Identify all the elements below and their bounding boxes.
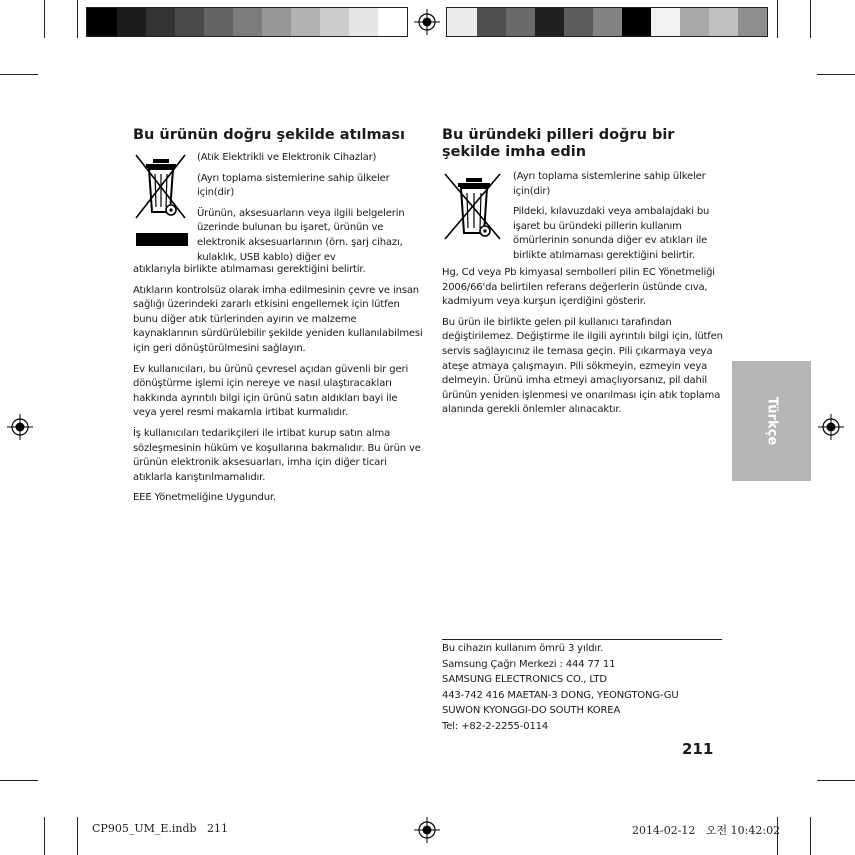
- crop-mark: [817, 74, 855, 75]
- left-body: [133, 263, 423, 512]
- right-icon-text: [513, 170, 727, 270]
- page-number: 211: [682, 740, 714, 758]
- crop-mark: [44, 817, 45, 855]
- crop-mark: [810, 0, 811, 38]
- crop-mark: [77, 0, 78, 38]
- tone-strip: [446, 7, 768, 37]
- info-line: Bu cihazın kullanım ömrü 3 yıldır.: [442, 643, 604, 654]
- crop-mark: [0, 780, 38, 781]
- left-paragraph-4: İş kullanıcıları tedarikçileri ile irtibat kurup satın alma sözleşmesinin hüküm ve koşullarına bakmalıdır. Bu ürün ve ürünün elektronik aksesuarları, imha için diğer ticari atıklarla karıştırılmamalıdır.: [133, 427, 421, 483]
- info-line: SUWON KYONGGI-DO SOUTH KOREA: [442, 705, 621, 716]
- right-paragraph-3: Bu ürün ile birlikte gelen pil kullanıcı tarafından değiştirilemez. Değiştirme ile ilgili ayrıntılı bilgi için, lütfen servis sağlayıcınız ile temasa geçin. Pili çıkarmaya veya ateşe atmaya çalışmayın. Pili sökmeyin, ezmeyin veya delmeyin. Ürünü imha etmeyi amaçlıyorsanız, pil dahil ürünün yeniden işlenmesi ve onarılması için atık toplama alanında gerekli önlemler alınacaktır.: [442, 316, 723, 416]
- crop-mark: [817, 780, 855, 781]
- right-item-2: Pildeki, kılavuzdaki veya ambalajdaki bu işaret bu üründeki pillerin kullanım ömürlerinin sonunda diğer ev atıkları ile birlikte atılmaması gerektiğini belirtir.: [513, 206, 710, 261]
- crop-mark: [777, 0, 778, 38]
- info-line: 443-742 416 MAETAN-3 DONG, YEONGTONG-GU: [442, 689, 679, 701]
- left-item-3-continued: atıklarıyla birlikte atılmaması gerektiğini belirtir.: [133, 264, 366, 275]
- language-tab: [732, 361, 811, 481]
- language-tab-label: Türkçe: [764, 396, 779, 446]
- crop-mark: [77, 817, 78, 855]
- right-heading: Bu üründeki pilleri doğru bir şekilde imha edin: [442, 127, 675, 160]
- registration-mark-icon: [414, 9, 440, 35]
- info-line: Samsung Çağrı Merkezi : 444 77 11: [442, 658, 616, 670]
- print-slug-right: 2014-02-12 오전 10:42:02: [632, 824, 781, 837]
- left-paragraph-5: EEE Yönetmeliğine Uygundur.: [133, 492, 276, 504]
- registration-mark-icon: [818, 414, 844, 440]
- crop-mark: [44, 0, 45, 38]
- left-paragraph-2: Atıkların kontrolsüz olarak imha edilmesinin çevre ve insan sağlığı üzerindeki zararlı etkisini engellemek için lütfen bunu diğer atık türlerinden ayırın ve malzeme kaynaklarının sürdürülebilir şekilde yeniden kullanılabilmesi için geri dönüştürülmesini sağlayın.: [133, 284, 423, 354]
- print-slug-left: CP905_UM_E.indb 211: [92, 822, 229, 835]
- left-icon-text: [197, 151, 419, 265]
- left-heading: Bu ürünün doğru şekilde atılması: [133, 127, 405, 143]
- crop-mark: [0, 74, 38, 75]
- right-item-1: (Ayrı toplama sistemlerine sahip ülkeler için(dir): [513, 171, 706, 197]
- weee-bin-icon: [133, 152, 189, 248]
- info-divider: [442, 639, 722, 640]
- left-item-2: (Ayrı toplama sistemlerine sahip ülkeler için(dir): [197, 172, 390, 199]
- left-item-1: (Atık Elektrikli ve Elektronik Cihazlar): [197, 152, 377, 163]
- registration-mark-icon: [414, 817, 440, 843]
- right-body: [442, 266, 727, 424]
- battery-bin-icon: [442, 171, 504, 243]
- info-block: [442, 641, 727, 734]
- info-line: SAMSUNG ELECTRONICS CO., LTD: [442, 674, 607, 685]
- crop-mark: [810, 817, 811, 855]
- left-paragraph-3: Ev kullanıcıları, bu ürünü çevresel açıdan güvenli bir geri dönüştürme işlemi için nereye ve nasıl ulaştıracakları hakkında ayrıntılı bilgi için ürünü satın aldıkları bayi ile veya yerel resmi makamla irtibat kurmalıdır.: [133, 363, 409, 419]
- left-item-3: Ürünün, aksesuarların veya ilgili belgelerin üzerinde bulunan bu işaret, ürünün ve elektronik aksesuarlarının (örn. şarj cihazı, kulaklık, USB kablo) diğer ev: [197, 207, 405, 263]
- gray-scale-strip: [86, 7, 408, 37]
- registration-mark-icon: [7, 414, 33, 440]
- right-paragraph-2: Hg, Cd veya Pb kimyasal sembolleri pilin EC Yönetmeliği 2006/66'da belirtilen referans değerlerin üstünde cıva, kadmiyum veya kurşun içerdiğini gösterir.: [442, 267, 715, 308]
- info-line: Tel: +82-2-2255-0114: [442, 720, 549, 732]
